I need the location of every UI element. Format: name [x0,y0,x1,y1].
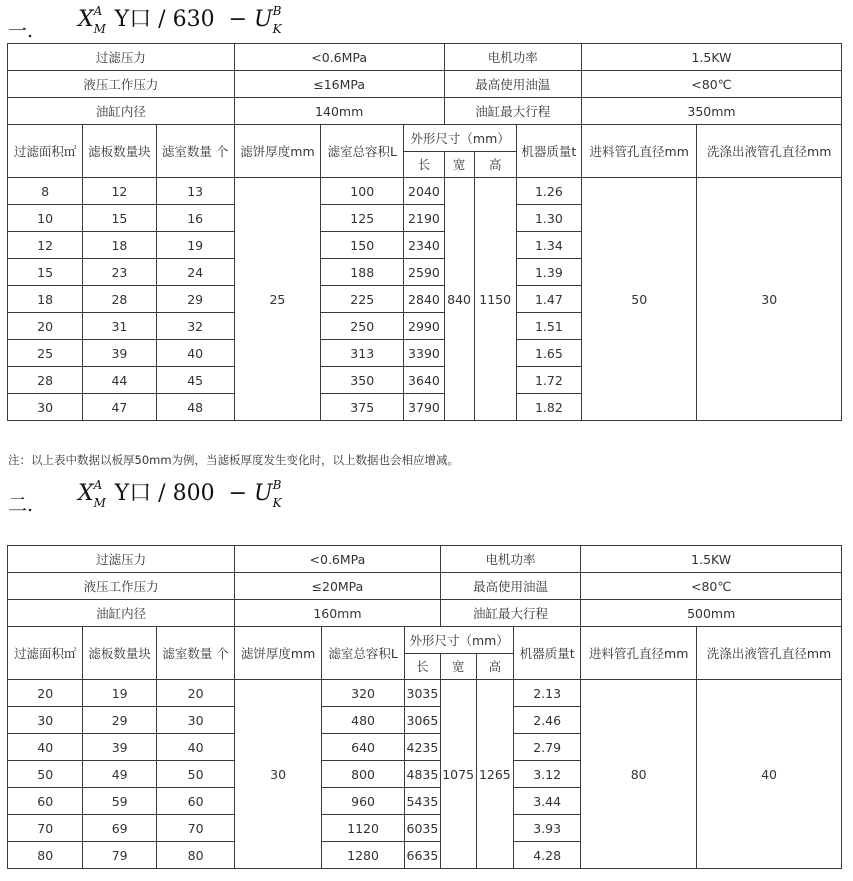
cell-chambers: 13 [156,178,234,205]
col-header-wid: 宽 [440,653,476,680]
cell-mass: 1.30 [516,205,581,232]
cell-plates: 39 [83,734,156,761]
info-label: 液压工作压力 [8,71,235,98]
cell-len: 3035 [405,680,440,707]
info-row [8,573,842,600]
section1-number: 一. [8,20,34,42]
cell-area: 80 [8,842,83,869]
cell-chambers: 50 [156,761,234,788]
cell-plates: 23 [83,259,156,286]
cell-volume: 150 [321,232,404,259]
cell-len: 6035 [405,815,440,842]
col-header-len: 长 [405,653,440,680]
cell-volume: 375 [321,394,404,421]
info-label: 液压工作压力 [8,573,235,600]
col-header-plates: 滤板数量块 [83,125,156,178]
cell-plates: 15 [83,205,156,232]
cell-volume: 320 [321,680,404,707]
cell-mass: 1.72 [516,367,581,394]
col-header-wid: 宽 [444,151,474,178]
info-value: <80℃ [581,573,842,600]
model-x: X [78,481,94,506]
section2-number: 二. [8,494,34,516]
cell-mass: 3.44 [513,788,580,815]
cell-chambers: 70 [156,815,234,842]
info-row [8,44,842,71]
info-label: 电机功率 [440,546,581,573]
col-header-inlet: 进料管孔直径mm [582,125,697,178]
cell-mass: 4.28 [513,842,580,869]
info-value: 1.5KW [581,546,842,573]
cell-volume: 125 [321,205,404,232]
col-header-mass: 机器质量t [516,125,581,178]
info-value: 500mm [581,600,842,627]
col-header-wash: 洗涤出液管孔直径mm [697,125,842,178]
cell-chambers: 32 [156,313,234,340]
table-row [8,680,842,707]
info-label: 电机功率 [444,44,581,71]
cell-mass: 1.34 [516,232,581,259]
info-row [8,98,842,125]
info-value: ≤16MPa [234,71,444,98]
cell-chambers: 24 [156,259,234,286]
col-header-plates: 滤板数量块 [83,627,156,680]
cell-mass: 1.82 [516,394,581,421]
cell-mass: 1.51 [516,313,581,340]
section1-spec-table [7,43,842,421]
cell-hgt-merged: 1265 [476,680,513,869]
info-label: 油缸最大行程 [444,98,581,125]
cell-len: 2840 [404,286,444,313]
cell-len: 4235 [405,734,440,761]
info-value: 350mm [582,98,842,125]
cell-plates: 28 [83,286,156,313]
cell-cake-merged: 25 [234,178,320,421]
cell-chambers: 19 [156,232,234,259]
cell-len: 3640 [404,367,444,394]
cell-wid-merged: 1075 [440,680,476,869]
model-sub-bk: B K [272,4,282,36]
cell-area: 70 [8,815,83,842]
cell-len: 5435 [405,788,440,815]
cell-inlet-merged: 50 [582,178,697,421]
col-header-area: 过滤面积㎡ [8,125,83,178]
cell-volume: 960 [321,788,404,815]
cell-chambers: 45 [156,367,234,394]
cell-len: 3790 [404,394,444,421]
info-value: <80℃ [582,71,842,98]
cell-area: 8 [8,178,83,205]
cell-chambers: 16 [156,205,234,232]
info-label: 过滤压力 [8,44,235,71]
cell-volume: 1120 [321,815,404,842]
cell-volume: 188 [321,259,404,286]
cell-len: 3390 [404,340,444,367]
cell-volume: 100 [321,178,404,205]
col-header-volume: 滤室总容积L [321,125,404,178]
col-header-inlet: 进料管孔直径mm [581,627,697,680]
col-header-cake: 滤饼厚度mm [235,627,322,680]
cell-plates: 39 [83,340,156,367]
model-dash: − [228,7,255,32]
cell-volume: 350 [321,367,404,394]
column-header-row [8,125,842,152]
section2-model-code [78,480,287,510]
col-header-mass: 机器质量t [513,627,580,680]
model-mid: Y口 / 800 [107,481,229,506]
cell-len: 4835 [405,761,440,788]
cell-area: 28 [8,367,83,394]
cell-plates: 69 [83,815,156,842]
info-label: 过滤压力 [8,546,235,573]
cell-mass: 1.26 [516,178,581,205]
cell-len: 6635 [405,842,440,869]
cell-len: 2340 [404,232,444,259]
col-header-len: 长 [404,151,444,178]
cell-mass: 1.39 [516,259,581,286]
table-row [8,178,842,205]
table-note: 注：以上表中数据以板厚50mm为例，当滤板厚度发生变化时，以上数据也会相应增减。 [8,453,460,467]
model-sub-bk: B K [272,478,282,510]
cell-area: 10 [8,205,83,232]
cell-volume: 313 [321,340,404,367]
cell-len: 2040 [404,178,444,205]
col-header-hgt: 高 [474,151,516,178]
info-value: ≤20MPa [235,573,440,600]
section2-spec-table [7,545,842,869]
col-header-dims: 外形尺寸（mm） [404,125,516,152]
col-header-hgt: 高 [476,653,513,680]
cell-area: 30 [8,394,83,421]
cell-plates: 29 [83,707,156,734]
cell-area: 12 [8,232,83,259]
col-header-dims: 外形尺寸（mm） [405,627,514,654]
column-header-row [8,627,842,654]
cell-chambers: 20 [156,680,234,707]
cell-chambers: 80 [156,842,234,869]
cell-area: 20 [8,680,83,707]
cell-chambers: 48 [156,394,234,421]
cell-area: 30 [8,707,83,734]
info-value: 160mm [235,600,440,627]
col-header-wash: 洗涤出液管孔直径mm [697,627,842,680]
col-header-area: 过滤面积㎡ [8,627,83,680]
cell-len: 2990 [404,313,444,340]
cell-mass: 2.13 [513,680,580,707]
cell-mass: 1.65 [516,340,581,367]
model-sub-am: A M [93,4,106,36]
info-label: 最高使用油温 [444,71,581,98]
cell-area: 15 [8,259,83,286]
cell-len: 3065 [405,707,440,734]
cell-len: 2190 [404,205,444,232]
info-row [8,71,842,98]
cell-cake-merged: 30 [235,680,322,869]
cell-volume: 800 [321,761,404,788]
info-label: 最高使用油温 [440,573,581,600]
cell-inlet-merged: 80 [581,680,697,869]
cell-plates: 19 [83,680,156,707]
col-header-cake: 滤饼厚度mm [234,125,320,178]
info-label: 油缸内径 [8,600,235,627]
cell-plates: 12 [83,178,156,205]
cell-wash-merged: 40 [697,680,842,869]
model-u: U [254,7,273,32]
cell-area: 18 [8,286,83,313]
cell-volume: 1280 [321,842,404,869]
info-row [8,546,842,573]
cell-plates: 44 [83,367,156,394]
model-mid: Y口 / 630 [107,7,229,32]
info-value: <0.6MPa [234,44,444,71]
cell-area: 20 [8,313,83,340]
cell-chambers: 40 [156,340,234,367]
cell-mass: 3.93 [513,815,580,842]
cell-chambers: 30 [156,707,234,734]
cell-plates: 31 [83,313,156,340]
cell-wid-merged: 840 [444,178,474,421]
cell-wash-merged: 30 [697,178,842,421]
cell-mass: 3.12 [513,761,580,788]
cell-plates: 79 [83,842,156,869]
info-label: 油缸内径 [8,98,235,125]
cell-chambers: 60 [156,788,234,815]
col-header-chambers: 滤室数量 个 [156,125,234,178]
cell-volume: 225 [321,286,404,313]
cell-plates: 59 [83,788,156,815]
cell-plates: 49 [83,761,156,788]
cell-mass: 2.46 [513,707,580,734]
cell-plates: 47 [83,394,156,421]
cell-len: 2590 [404,259,444,286]
cell-volume: 250 [321,313,404,340]
cell-mass: 2.79 [513,734,580,761]
col-header-chambers: 滤室数量 个 [156,627,234,680]
model-x: X [78,7,94,32]
cell-volume: 480 [321,707,404,734]
cell-mass: 1.47 [516,286,581,313]
cell-area: 25 [8,340,83,367]
model-u: U [254,481,273,506]
cell-chambers: 29 [156,286,234,313]
info-value: 140mm [234,98,444,125]
col-header-volume: 滤室总容积L [321,627,404,680]
info-label: 油缸最大行程 [440,600,581,627]
model-sub-am: A M [93,478,106,510]
cell-plates: 18 [83,232,156,259]
info-value: <0.6MPa [235,546,440,573]
cell-area: 40 [8,734,83,761]
model-dash: − [228,481,255,506]
cell-chambers: 40 [156,734,234,761]
cell-area: 60 [8,788,83,815]
cell-volume: 640 [321,734,404,761]
info-value: 1.5KW [582,44,842,71]
section1-model-code [78,6,287,36]
cell-hgt-merged: 1150 [474,178,516,421]
info-row [8,600,842,627]
cell-area: 50 [8,761,83,788]
